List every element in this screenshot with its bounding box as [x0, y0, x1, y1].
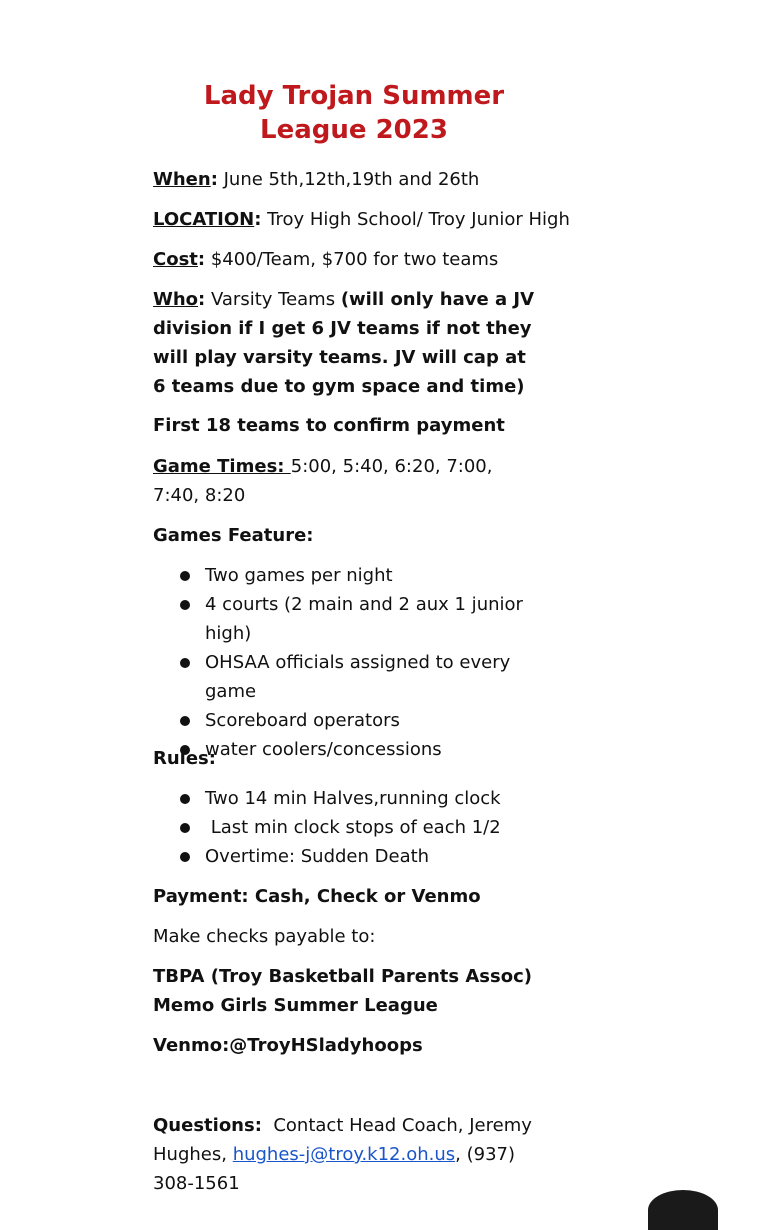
questions-text: Contact Head Coach, Jeremy Hughes, [153, 1115, 538, 1165]
flyer-title [0, 79, 708, 147]
location-value: Troy High School/ Troy Junior High [261, 209, 570, 230]
game-times-paragraph [153, 452, 533, 510]
list-item [180, 784, 565, 813]
feature-text: water coolers/concessions [205, 739, 442, 760]
bullet-icon [180, 571, 190, 581]
rule-text: Two 14 min Halves,running clock [205, 788, 501, 809]
bullet-icon [180, 716, 190, 726]
bullet-icon [180, 794, 190, 804]
rules-list [180, 784, 565, 871]
when-label: When [153, 169, 211, 190]
cost-line [153, 245, 498, 274]
corner-shape [648, 1190, 718, 1230]
feature-text: OHSAA officials assigned to every game [205, 652, 511, 702]
feature-text: 4 courts (2 main and 2 aux 1 junior high) [205, 594, 523, 644]
when-line [153, 165, 479, 194]
when-colon: : [210, 169, 218, 190]
questions-paragraph [153, 1111, 538, 1198]
when-value: June 5th,12th,19th and 26th [217, 169, 480, 190]
title-line-2: League 2023 [260, 115, 448, 145]
games-feature-list [180, 561, 565, 764]
tbpa-paragraph: TBPA (Troy Basketball Parents Assoc) Memo Girls Summer League [153, 966, 532, 1016]
coach-phone: , (937) 308-1561 [153, 1144, 516, 1194]
game-times-label: Game Times: [153, 456, 291, 477]
games-feature-heading: Games Feature: [153, 525, 314, 546]
bullet-icon [180, 658, 190, 668]
game-times-value: 5:00, 5:40, 6:20, 7:00, 7:40, 8:20 [153, 456, 493, 506]
feature-text: Two games per night [205, 565, 393, 586]
bullet-icon [180, 852, 190, 862]
list-item [180, 648, 565, 706]
location-label: LOCATION [153, 209, 255, 230]
coach-email-link[interactable]: hughes-j@troy.k12.oh.us [232, 1144, 456, 1165]
list-item [180, 561, 565, 590]
who-paragraph [153, 285, 543, 401]
cost-colon: : [197, 249, 206, 270]
rule-text: Overtime: Sudden Death [205, 846, 430, 867]
questions-label: Questions: [153, 1115, 262, 1136]
title-line-1: Lady Trojan Summer [203, 81, 505, 111]
who-label: Who [153, 289, 199, 310]
cost-value: $400/Team, $700 for two teams [205, 249, 499, 270]
checks-payable-line: Make checks payable to: [153, 926, 376, 947]
rule-text: Last min clock stops of each 1/2 [205, 817, 501, 838]
who-colon: : [198, 289, 206, 310]
list-item [180, 590, 545, 648]
cost-label: Cost [153, 249, 198, 270]
rules-heading: Rules: [153, 748, 216, 769]
location-line [153, 205, 570, 234]
feature-text: Scoreboard operators [205, 710, 400, 731]
venmo-line: Venmo:@TroyHSladyhoops [153, 1035, 423, 1056]
list-item [180, 842, 565, 871]
list-item [180, 735, 565, 764]
who-note: (will only have a JV division if I get 6 JV teams if not they will play varsity teams. JV will cap at 6 teams due to gym space and time) [153, 289, 535, 397]
payment-line: Payment: Cash, Check or Venmo [153, 886, 481, 907]
first-teams-line: First 18 teams to confirm payment [153, 415, 505, 436]
list-item [180, 706, 565, 735]
bullet-icon [180, 823, 190, 833]
location-colon: : [254, 209, 262, 230]
bullet-icon [180, 600, 190, 610]
list-item [180, 813, 565, 842]
who-value: Varsity Teams [205, 289, 341, 310]
